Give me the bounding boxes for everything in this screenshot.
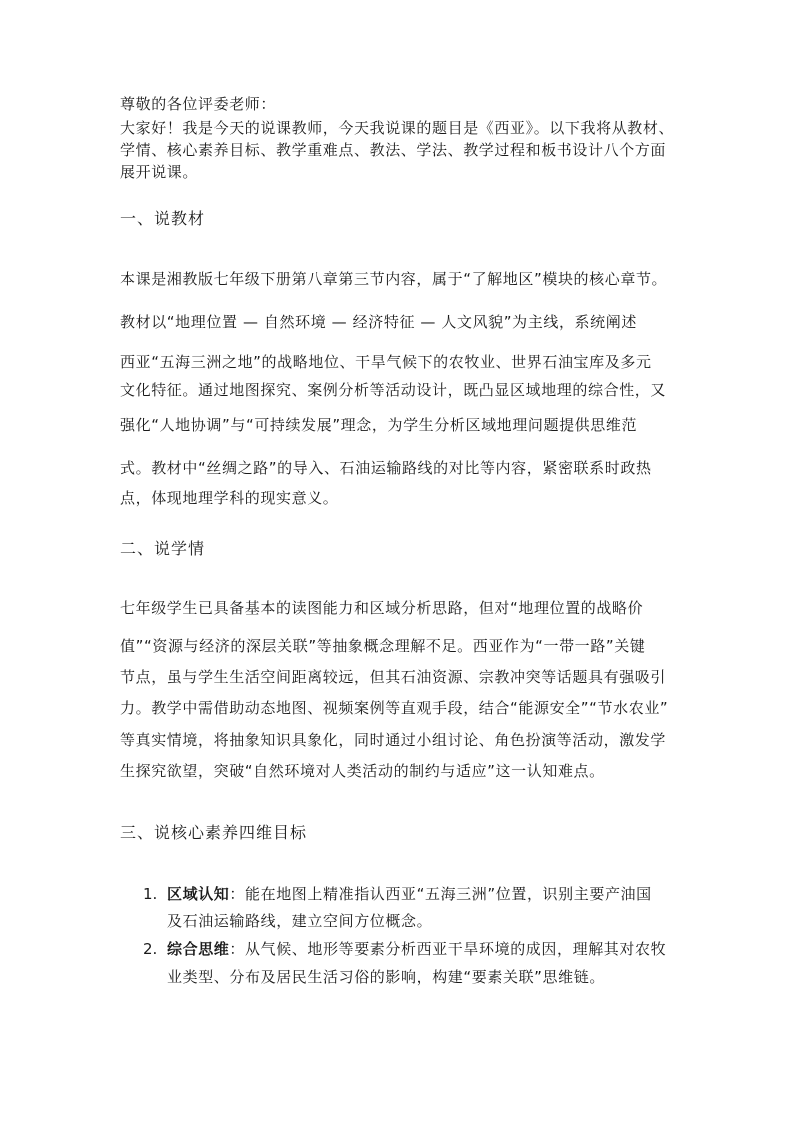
greeting: 尊敬的各位评委老师： [120,95,277,113]
paragraph-line: 强化“人地协调”与“可持续发展”理念，为学生分析区域地理问题提供思维范 [120,416,638,434]
paragraph-line: 西亚“五海三洲之地”的战略地位、干旱气候下的农牧业、世界石油宝库及多元 [120,353,652,371]
list-item-term: 区域认知 [167,885,230,903]
paragraph-line: 点，体现地理学科的现实意义。 [120,489,339,507]
list-item-term: 综合思维 [167,940,230,958]
list-number: 2. [143,940,158,958]
paragraph-line: 本课是湘教版七年级下册第八章第三节内容，属于“了解地区”模块的核心章节。 [120,270,668,288]
paragraph-line: 节点，虽与学生生活空间距离较远，但其石油资源、宗教冲突等话题具有强吸引 [120,668,667,686]
section-heading-goals: 三、说核心素养四维目标 [120,823,308,842]
paragraph-line: 生探究欲望，突破“自然环境对人类活动的制约与适应”这一认知难点。 [120,762,605,780]
paragraph-line: 力。教学中需借助动态地图、视频案例等直观手段，结合“能源安全”“节水农业” [120,699,669,717]
list-item-text: ：能在地图上精准指认西亚“五海三洲”位置，识别主要产油国 [229,885,652,903]
section-heading-students: 二、说学情 [120,539,206,558]
list-item-line: 业类型、分布及居民生活习俗的影响，构建“要素关联”思维链。 [167,968,605,986]
list-item-line [167,938,666,960]
list-item-text: ：从气候、地形等要素分析西亚干旱环境的成因，理解其对农牧 [229,940,667,958]
paragraph-line: 教材以“地理位置 — 自然环境 — 经济特征 — 人文风貌”为主线，系统阐述 [120,313,637,331]
list-item-line: 及石油运输路线，建立空间方位概念。 [167,912,433,930]
intro-line-2: 学情、核心素养目标、教学重难点、教法、学法、教学过程和板书设计八个方面 [120,141,667,159]
intro-line-1: 大家好！我是今天的说课教师，今天我说课的题目是《西亚》。以下我将从教材、 [120,119,675,137]
paragraph-line: 文化特征。通过地图探究、案例分析等活动设计，既凸显区域地理的综合性，又 [120,381,667,399]
paragraph-line: 等真实情境，将抽象知识具象化，同时通过小组讨论、角色扮演等活动，激发学 [120,731,667,749]
intro-line-3: 展开说课。 [120,163,199,181]
section-heading-textbook: 一、说教材 [120,209,206,228]
paragraph-line: 值”“资源与经济的深层关联”等抽象概念理解不足。西亚作为“一带一路”关键 [120,637,646,655]
paragraph-line: 七年级学生已具备基本的读图能力和区域分析思路，但对“地理位置的战略价 [120,599,644,617]
list-item-line [167,883,652,905]
paragraph-line: 式。教材中“丝绸之路”的导入、石油运输路线的对比等内容，紧密联系时政热 [120,459,652,477]
list-number: 1. [143,885,158,903]
